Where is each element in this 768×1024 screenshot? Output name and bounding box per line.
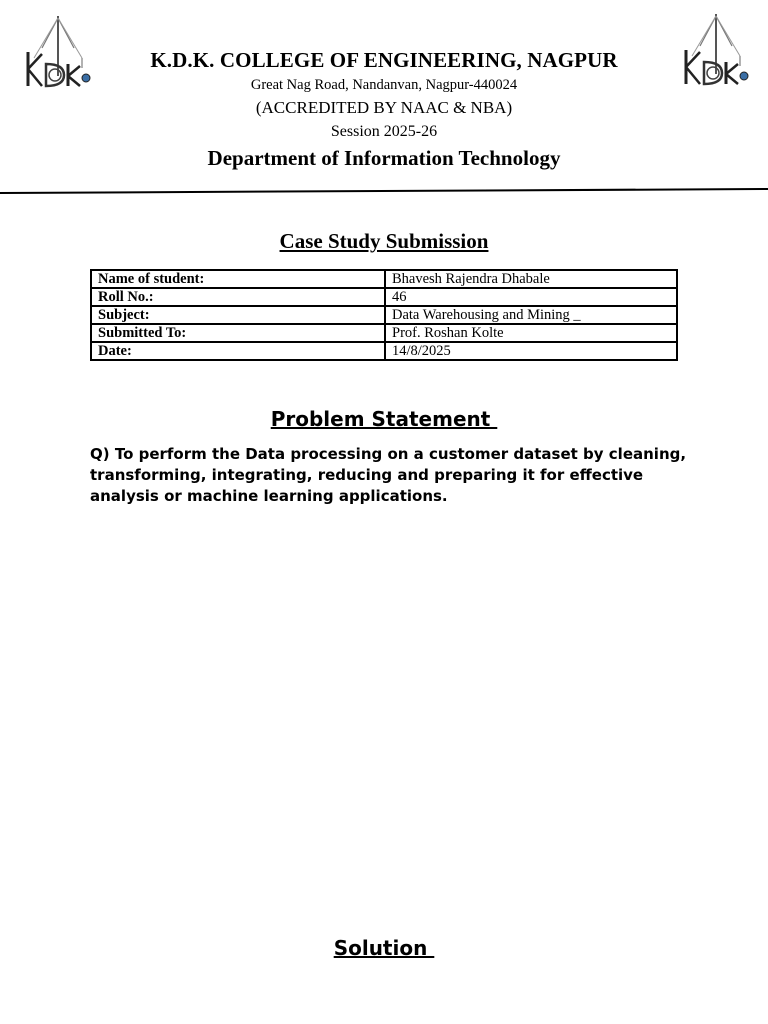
row-value-name: Bhavesh Rajendra Dhabale [385, 270, 677, 288]
row-value-date: 14/8/2025 [385, 342, 677, 360]
row-value-subject: Data Warehousing and Mining _ [385, 306, 677, 324]
college-name: K.D.K. COLLEGE OF ENGINEERING, NAGPUR [150, 48, 618, 72]
table-row [91, 270, 677, 288]
accreditation-text: (ACCREDITED BY NAAC & NBA) [255, 98, 513, 117]
case-study-title: Case Study Submission [279, 229, 489, 253]
row-label-subject: Subject: [91, 306, 385, 324]
problem-statement-title: Problem Statement [270, 407, 498, 431]
row-label-roll: Roll No.: [91, 288, 385, 306]
department-title: Department of Information Technology [207, 146, 561, 170]
table-row [91, 306, 677, 324]
solution-title: Solution [333, 936, 435, 960]
header-divider [0, 186, 768, 196]
college-address: Great Nag Road, Nandanvan, Nagpur-440024 [250, 77, 518, 93]
table-row [91, 288, 677, 306]
table-row [91, 342, 677, 360]
row-value-submitted-to: Prof. Roshan Kolte [385, 324, 677, 342]
row-label-name: Name of student: [91, 270, 385, 288]
row-label-submitted-to: Submitted To: [91, 324, 385, 342]
session-text: Session 2025-26 [330, 123, 438, 140]
row-label-date: Date: [91, 342, 385, 360]
table-row [91, 324, 677, 342]
student-info-table [90, 269, 678, 361]
row-value-roll: 46 [385, 288, 677, 306]
problem-statement-text: Q) To perform the Data processing on a customer dataset by cleaning, transforming, integrating, reducing and preparing it for effective analysis or machine learning applications. [90, 445, 687, 505]
